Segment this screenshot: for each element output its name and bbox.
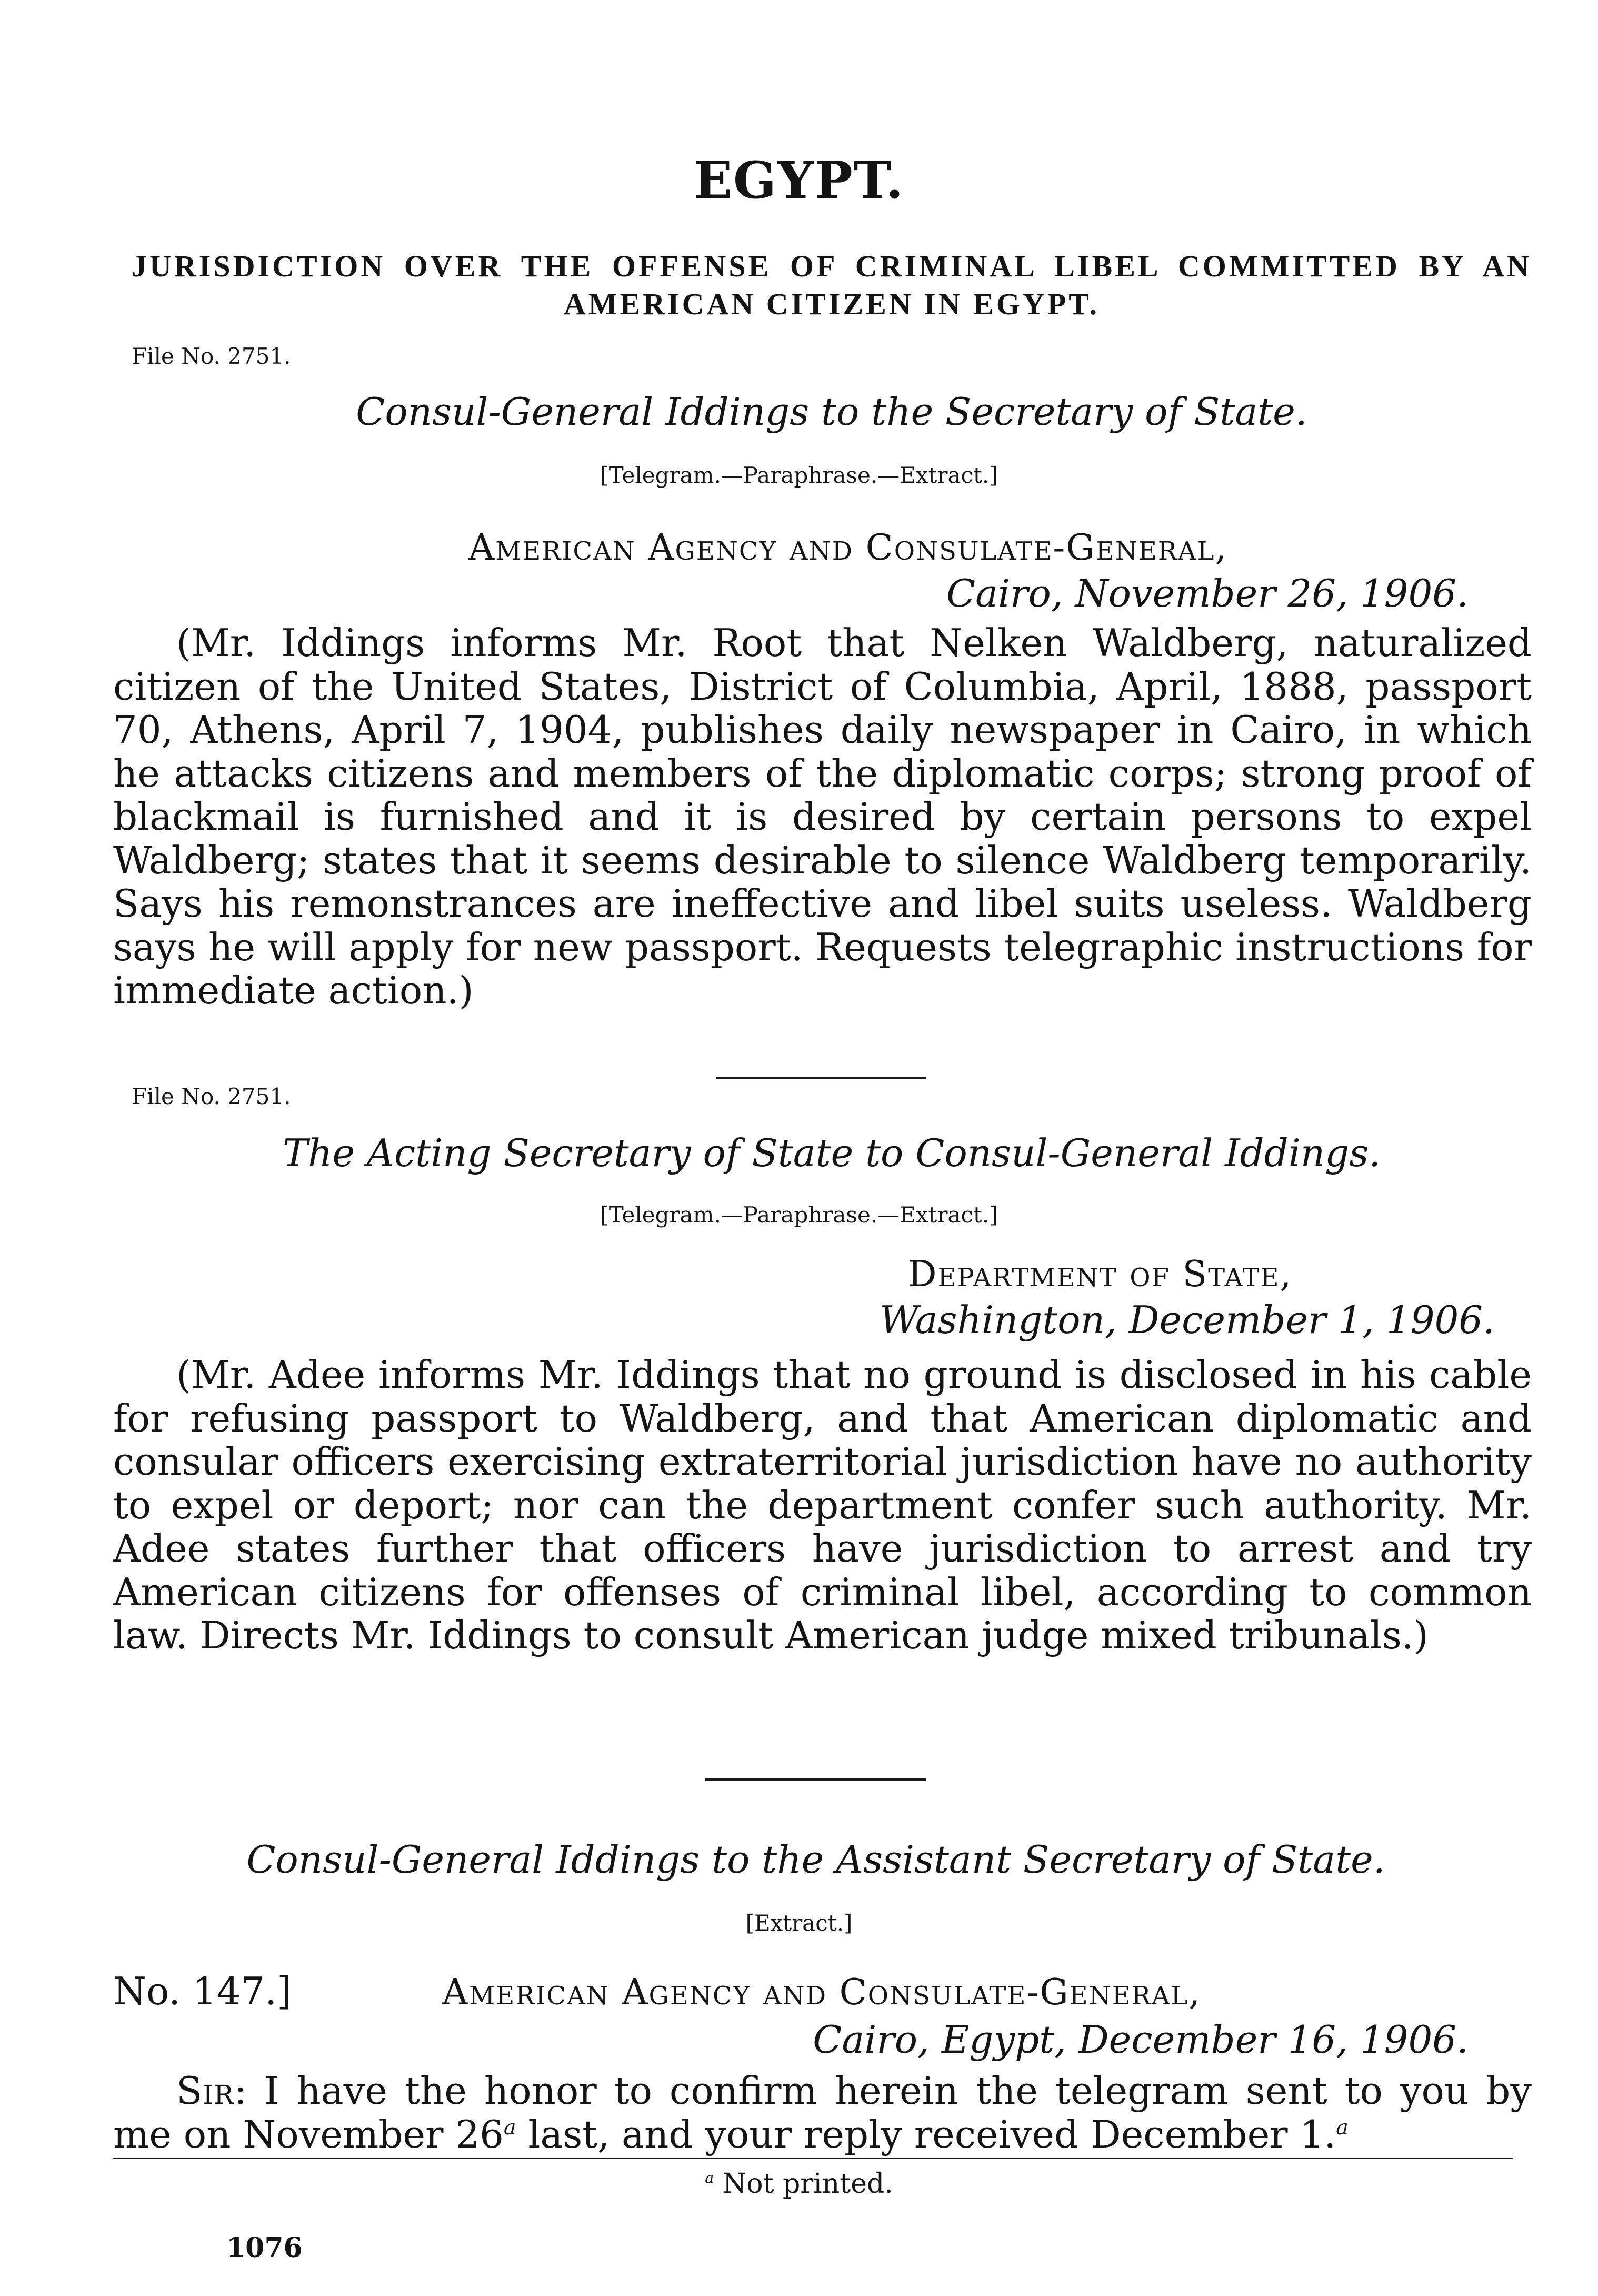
letter-body [113,2069,1532,2156]
letter-body [113,621,1532,1012]
page-number: 1076 [226,2232,303,2264]
file-number: File No. 2751. [132,343,291,369]
footnote-ref: a [1336,2115,1349,2140]
letter-body [113,1353,1532,1657]
body-paragraph [113,2069,1532,2156]
sender-address: American Agency and Consulate-General, [468,527,1228,569]
extract-note: [Extract.] [745,1910,853,1936]
file-number: File No. 2751. [132,1084,291,1109]
dateline [632,2017,1469,2062]
dateline-text: Cairo, Egypt, December 16, 1906. [813,2017,1469,2062]
letter-heading: Consul-General Iddings to the Secretary of State. [356,390,1307,434]
footnote-text: Not printed. [722,2168,893,2200]
body-paragraph: (Mr. Iddings informs Mr. Root that Nelken Waldberg, naturalized citizen of the United States, District of Columbia, April, 1888, passport 70, Athens, April 7, 1904, publishes daily newspaper in Cairo, in which he attacks citizens and members of the diplomatic corps; strong proof of blackmail is furnished and it is desired by certain persons to expel Waldberg; states that it seems desirable to silence Waldberg temporarily. Says his remonstrances are ineffective and libel suits useless. Waldberg says he will apply for new passport. Requests telegraphic instructions for immediate action.) [113,621,1532,1012]
letter-heading: The Acting Secretary of State to Consul-General Iddings. [282,1131,1381,1175]
body-text: last, and your reply received December 1. [516,2112,1336,2156]
salutation: Sir [176,2069,234,2113]
footnote-marker: a [705,2169,714,2187]
dateline: Cairo, November 26, 1906. [946,571,1469,615]
dispatch-number: No. 147.] [113,1969,292,2013]
sender-address: Department of State, [908,1254,1293,1295]
telegram-note: [Telegram.—Paraphrase.—Extract.] [600,1202,998,1228]
footnote-ref: a [503,2115,516,2140]
dateline: Washington, December 1, 1906. [879,1298,1495,1342]
footnote-rule [113,2158,1513,2159]
body-paragraph: (Mr. Adee informs Mr. Iddings that no ground is disclosed in his cable for refusing passport to Waldberg, and that American diplomatic and consular officers exercising extraterritorial jurisdiction have no authority to expel or deport; nor can the department confer such authority. Mr. Adee states further that officers have jurisdiction to arrest and try American citizens for offenses of criminal libel, according to common law. Directs Mr. Iddings to consult American judge mixed tribunals.) [113,1353,1532,1657]
body-text: : I have the honor to confirm herein the telegram sent to you by me on November 26 [113,2069,1532,2156]
section-divider [705,1778,926,1781]
letter-heading: Consul-General Iddings to the Assistant Secretary of State. [246,1837,1385,1882]
section-subtitle: JURISDICTION OVER THE OFFENSE OF CRIMINAL LIBEL COMMITTED BY AN AMERICAN CITIZEN IN EGYPT. [132,249,1532,321]
section-divider [716,1077,926,1079]
telegram-note: [Telegram.—Paraphrase.—Extract.] [600,462,998,488]
sender-address: American Agency and Consulate-General, [442,1972,1202,2013]
footnote [0,2168,1598,2200]
page-title: EGYPT. [693,151,905,210]
